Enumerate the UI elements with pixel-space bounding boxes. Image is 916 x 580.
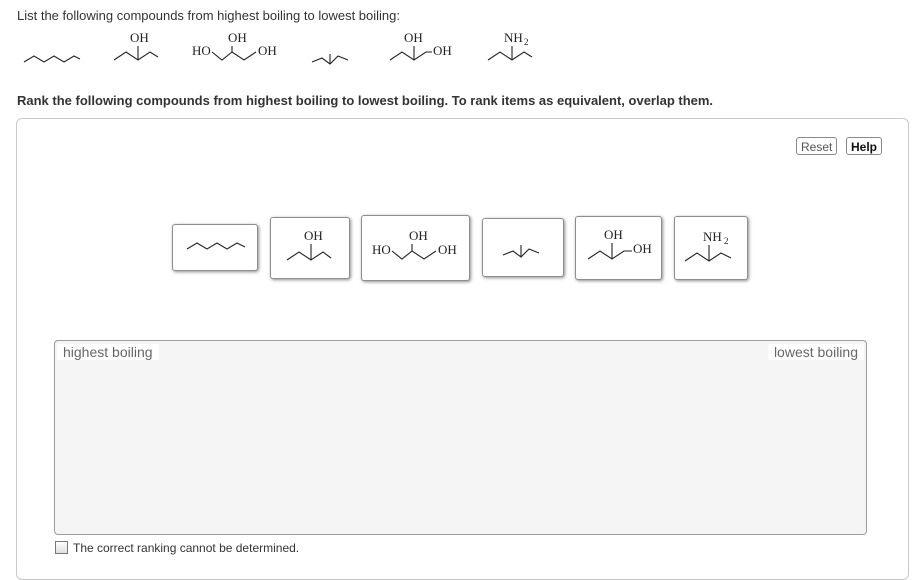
structure-pentane bbox=[24, 52, 84, 72]
help-button[interactable]: Help bbox=[846, 137, 882, 155]
structure-isobutane bbox=[312, 50, 357, 70]
structure-2-butanol bbox=[112, 30, 162, 70]
ranking-drop-zone[interactable] bbox=[54, 340, 867, 535]
draggable-card-2-butanamine[interactable] bbox=[674, 216, 748, 280]
structure-butanediol bbox=[388, 30, 468, 70]
reset-button[interactable]: Reset bbox=[796, 137, 837, 155]
oh-label: OH bbox=[438, 242, 457, 257]
cannot-determine-checkbox[interactable] bbox=[55, 541, 68, 554]
ho-label: HO bbox=[192, 43, 211, 58]
draggable-card-butanetriol[interactable] bbox=[361, 215, 470, 281]
draggable-card-2-butanol[interactable] bbox=[270, 217, 350, 279]
oh-label: OH bbox=[409, 228, 428, 243]
subscript-label: 2 bbox=[524, 37, 529, 47]
oh-label: OH bbox=[304, 228, 323, 243]
structure-2-butanamine bbox=[675, 217, 747, 279]
oh-label: OH bbox=[633, 241, 652, 256]
structure-butanetriol bbox=[362, 216, 469, 280]
nh-label: NH bbox=[703, 229, 722, 244]
structure-butanediol bbox=[576, 217, 661, 279]
structure-2-butanol bbox=[271, 218, 349, 278]
oh-label: OH bbox=[130, 30, 149, 45]
structure-pentane bbox=[173, 225, 257, 270]
draggable-card-isobutane[interactable] bbox=[482, 218, 564, 277]
highest-boiling-label: highest boiling bbox=[57, 344, 159, 360]
oh-label: OH bbox=[258, 43, 277, 58]
structure-isobutane bbox=[483, 219, 563, 276]
question-prompt: List the following compounds from highest boiling to lowest boiling: bbox=[17, 8, 400, 23]
lowest-boiling-label: lowest boiling bbox=[768, 344, 864, 360]
ho-label: HO bbox=[372, 242, 391, 257]
nh-label: NH bbox=[504, 30, 523, 45]
ranking-instruction: Rank the following compounds from highest boiling to lowest boiling. To rank items as equivalent, overlap them. bbox=[17, 93, 714, 108]
oh-label: OH bbox=[404, 30, 423, 45]
draggable-card-pentane[interactable] bbox=[172, 224, 258, 271]
cannot-determine-option bbox=[55, 541, 299, 555]
oh-label: OH bbox=[433, 43, 452, 58]
cannot-determine-label: The correct ranking cannot be determined. bbox=[73, 541, 300, 555]
subscript-label: 2 bbox=[724, 236, 729, 246]
structure-2-butanamine bbox=[486, 30, 541, 70]
draggable-card-butanediol[interactable] bbox=[575, 216, 662, 280]
structure-butanetriol bbox=[190, 30, 280, 70]
oh-label: OH bbox=[604, 227, 623, 242]
oh-label: OH bbox=[228, 30, 247, 45]
